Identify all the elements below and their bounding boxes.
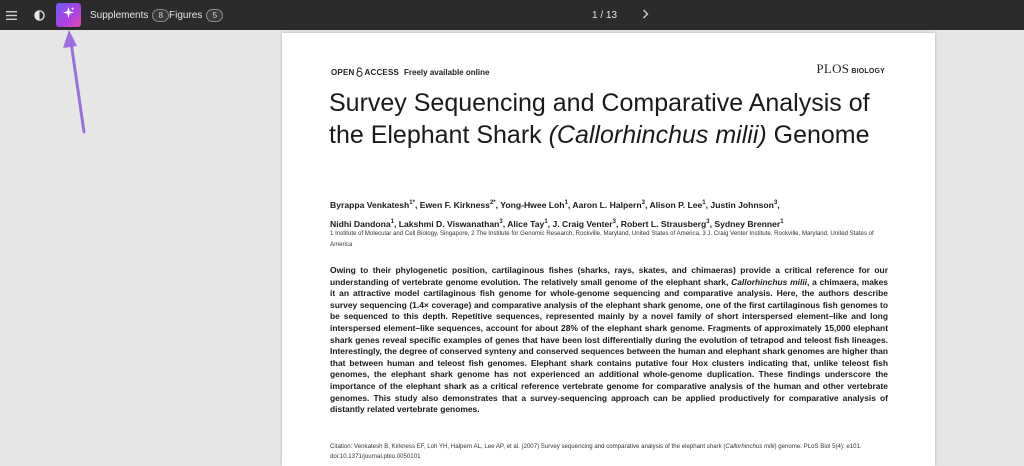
title-end: Genome xyxy=(766,121,870,149)
author-name: Alison P. Lee xyxy=(649,199,703,210)
tab-supplements-label: Supplements xyxy=(90,9,149,21)
hamburger-menu-icon[interactable] xyxy=(4,0,18,30)
author-affiliation-mark: 1 xyxy=(702,200,706,206)
document-page xyxy=(282,33,935,466)
affiliations: 1 Institute of Molecular and Cell Biology, Singapore, 2 The Institute for Genomic Research, Rockville, Maryland, United States of America, 3 J. Craig Venter Institute, Rockville, Maryland, United States of America xyxy=(330,230,874,248)
author-affiliation-mark: 3 xyxy=(499,218,503,225)
next-page-button[interactable] xyxy=(638,0,652,30)
chevron-right-icon xyxy=(642,6,649,24)
tab-supplements[interactable] xyxy=(90,0,169,30)
page-indicator: 1 / 13 xyxy=(592,9,618,21)
abstract-part-1: Owing to their phylogenetic position, cartilaginous fishes (sharks, rays, skates, and chimaeras) provide a critical reference for our understanding of vertebrate genome evolution. The relatively small genome of the elephant shark, xyxy=(330,265,888,287)
author-name: Justin Johnson xyxy=(710,199,774,210)
abstract-species: Callorhinchus milii xyxy=(731,276,808,287)
author-name: J. Craig Venter xyxy=(552,218,613,229)
citation-part-2: ) genome. PLoS Biol 5(4): e101. doi:10.1371/journal.pbio.0050101 xyxy=(330,443,862,460)
journal-section: BIOLOGY xyxy=(851,68,885,75)
author-name: Sydney Brenner xyxy=(714,218,781,229)
author-affiliation-mark: 3 xyxy=(773,200,778,206)
tab-figures-label: Figures xyxy=(169,9,203,21)
author-affiliation-mark: 1* xyxy=(409,200,415,206)
citation-species: Callorhinchus milii xyxy=(725,443,775,450)
contrast-icon[interactable] xyxy=(32,0,46,30)
citation-part-1: Citation: Venkatesh B, Kirkness EF, Loh YH, Halpern AL, Lee AP, et al. (2007) Survey sequencing and comparative analysis of the elephant shark ( xyxy=(330,443,726,450)
journal-name: PLOS xyxy=(816,61,850,76)
author-name: Aaron L. Halpern xyxy=(572,199,642,210)
author-name: Ewen F. Kirkness xyxy=(419,199,490,210)
viewer-toolbar xyxy=(0,0,1024,30)
journal-logo xyxy=(816,61,885,77)
author-name: Alice Tay xyxy=(507,218,545,229)
title-main: Survey Sequencing and Comparative Analysis of the Elephant Shark xyxy=(329,89,870,149)
author-name: Robert L. Strausberg xyxy=(620,218,707,229)
author-affiliation-mark: 1 xyxy=(564,200,568,206)
abstract-part-2: , a chimaera, makes it an attractive model cartilaginous fish genome for whole-genome sequencing and comparative analysis. Here, the authors describe survey sequencing (1.4× coverage) and comparative analysis of the elephant shark genome, one of the first cartilaginous fish genomes to be sequenced to this depth. Repetitive sequences, represented mainly by a novel family of short interspersed element–like and long interspersed element–like sequences, account for about 28% of the elephant shark genome. Fragments of approximately 15,000 elephant shark genes reveal specific examples of genes that have been lost differentially during the evolution of tetrapod and teleost fish lineages. Interestingly, the degree of conserved synteny and conserved sequences between the human and elephant shark genomes are higher than that between human and teleost fish genomes. Elephant shark contains putative four Hox clusters indicating that, unlike teleost fish genomes, the elephant shark genome has not experienced an additional whole-genome duplication. These findings underscore the importance of the elephant shark as a critical reference vertebrate genome for comparative analysis of the human and other vertebrate genomes. This study also demonstrates that a survey-sequencing approach can be applied productively for comparative analysis of distantly related vertebrate genomes. xyxy=(330,276,888,415)
annotation-arrow xyxy=(60,28,90,134)
author-name: Nidhi Dandona xyxy=(330,218,391,229)
access-label: ACCESS xyxy=(364,67,400,77)
author-name: Byrappa Venkatesh xyxy=(330,199,410,210)
citation xyxy=(330,442,890,461)
author-name: Yong-Hwee Loh xyxy=(500,199,565,210)
supplements-count-badge: 8 xyxy=(152,9,169,22)
author-affiliation-mark: 1 xyxy=(544,218,548,225)
open-access-subtitle: Freely available online xyxy=(404,67,490,77)
open-access-lock-icon xyxy=(356,67,363,77)
author-affiliation-mark: 3 xyxy=(641,200,645,206)
author-name: Lakshmi D. Viswanathan xyxy=(398,218,500,229)
open-label: OPEN xyxy=(331,67,355,77)
author-list: Byrappa Venkatesh$^{1*}$, Ewen F. Kirkness$^{2*}$, Yong-Hwee Loh$^1$, Aaron L. Halpern$^3$, Alison P. Lee$^1$, Justin Johnson$^3$, Nidhi Dandona$^1$, Lakshmi D. Viswanathan$^3$, Alice Tay$^1$, J. Craig Venter$^3$, Robert L. Strausberg$^3$, Sydney Brenner$^1$ xyxy=(330,199,784,229)
open-access-banner xyxy=(331,67,489,77)
title-species: (Callorhinchus milii) xyxy=(548,121,767,149)
tab-figures[interactable] xyxy=(169,0,223,30)
author-affiliation-mark: 3 xyxy=(612,218,616,225)
abstract xyxy=(330,265,888,416)
ai-assistant-button[interactable] xyxy=(56,3,81,27)
paper-title xyxy=(329,87,909,151)
author-affiliation-mark: 3 xyxy=(706,218,710,225)
author-affiliation-mark: 2* xyxy=(489,200,496,206)
author-affiliation-mark: 1 xyxy=(390,218,394,225)
figures-count-badge: 5 xyxy=(206,9,223,22)
author-affiliation-mark: 1 xyxy=(780,218,784,225)
sparkle-icon xyxy=(62,6,75,24)
